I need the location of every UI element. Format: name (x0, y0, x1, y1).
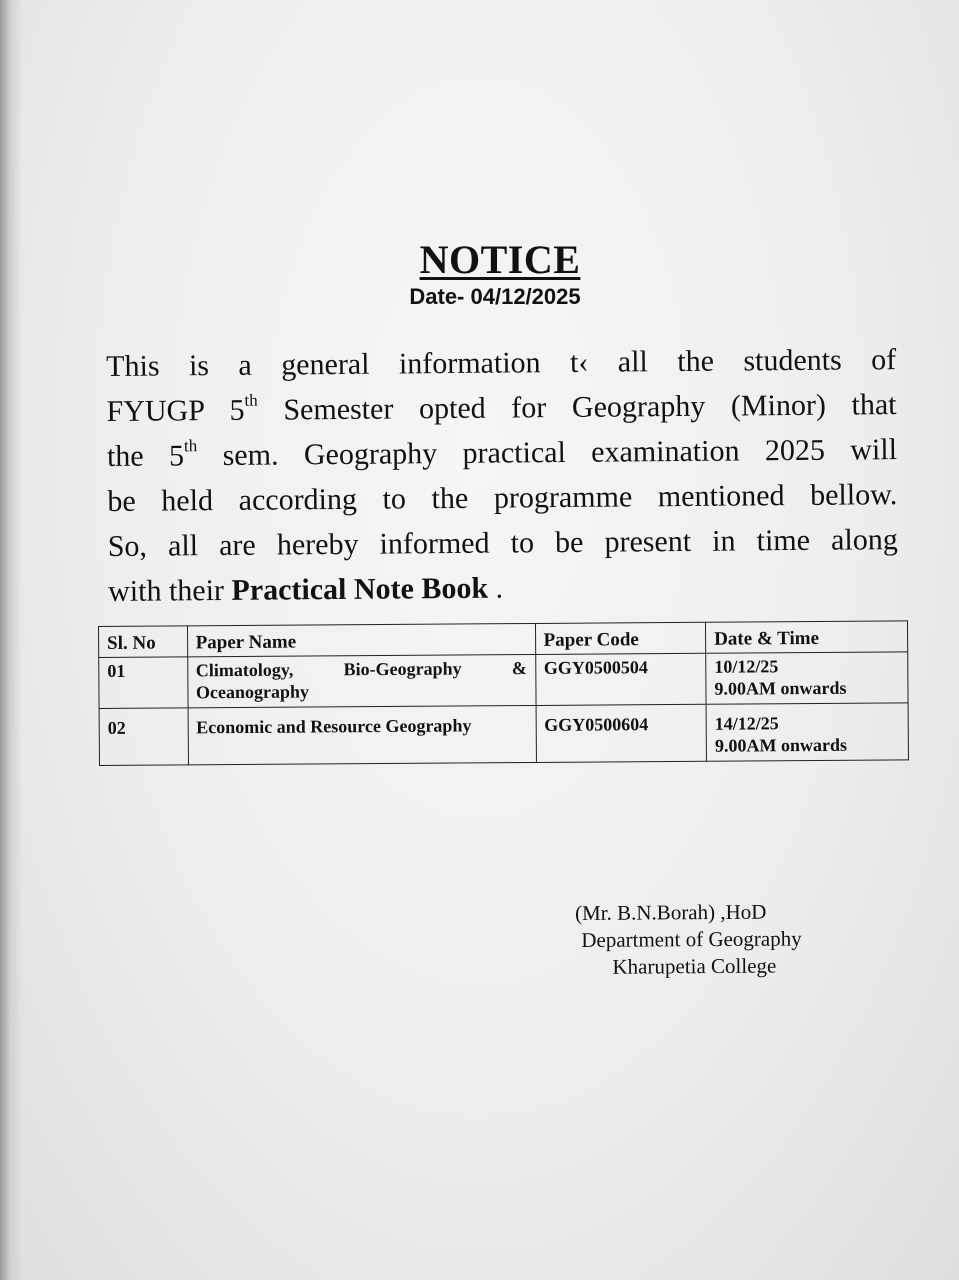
body-line: This is a general information t‹ all the students of (106, 343, 897, 383)
signature-block (575, 898, 802, 981)
body-line: with their Practical Note Book . (108, 571, 504, 608)
header-date-time: Date & Time (706, 621, 908, 653)
cell-date: 10/12/25 (714, 656, 779, 677)
body-line: the 5th sem. Geography practical examination 2025 will (106, 433, 898, 473)
practical-note-book-emphasis: Practical Note Book (231, 571, 489, 607)
notice-body (106, 337, 898, 614)
cell-paper-code: GGY0500604 (536, 704, 707, 762)
exam-schedule-table (98, 620, 909, 766)
signatory-department: Department of Geography (581, 926, 802, 952)
cell-paper-code: GGY0500504 (535, 653, 706, 705)
notice-date: Date- 04/12/2025 (409, 284, 581, 309)
header-paper-code: Paper Code (535, 622, 706, 654)
table-row (99, 652, 908, 709)
cell-date: 14/12/25 (714, 713, 779, 734)
page-edge-shadow (0, 0, 22, 1280)
cell-time: 9.00AM onwards (714, 734, 847, 756)
body-line: FYUGP 5th Semester opted for Geography (Minor) that (106, 388, 897, 428)
signatory-name: (Mr. B.N.Borah) ,HoD (575, 899, 767, 925)
header-sl-no: Sl. No (99, 626, 188, 658)
table-row (99, 703, 908, 766)
cell-sl-no: 01 (99, 657, 188, 709)
cell-time: 9.00AM onwards (714, 677, 847, 699)
cell-paper-name: Economic and Resource Geography (188, 705, 536, 764)
cell-paper-name: Climatology, Bio-Geography & Oceanography (187, 654, 535, 707)
cell-sl-no: 02 (99, 708, 188, 766)
notice-title: NOTICE (419, 237, 581, 282)
cell-date-time (706, 703, 908, 761)
body-line: be held according to the programme mentioned bellow. (107, 478, 898, 518)
body-line: So, all are hereby informed to be present in time along (107, 523, 898, 563)
signatory-college: Kharupetia College (612, 953, 777, 979)
header-paper-name: Paper Name (187, 623, 535, 656)
cell-date-time (706, 652, 908, 704)
